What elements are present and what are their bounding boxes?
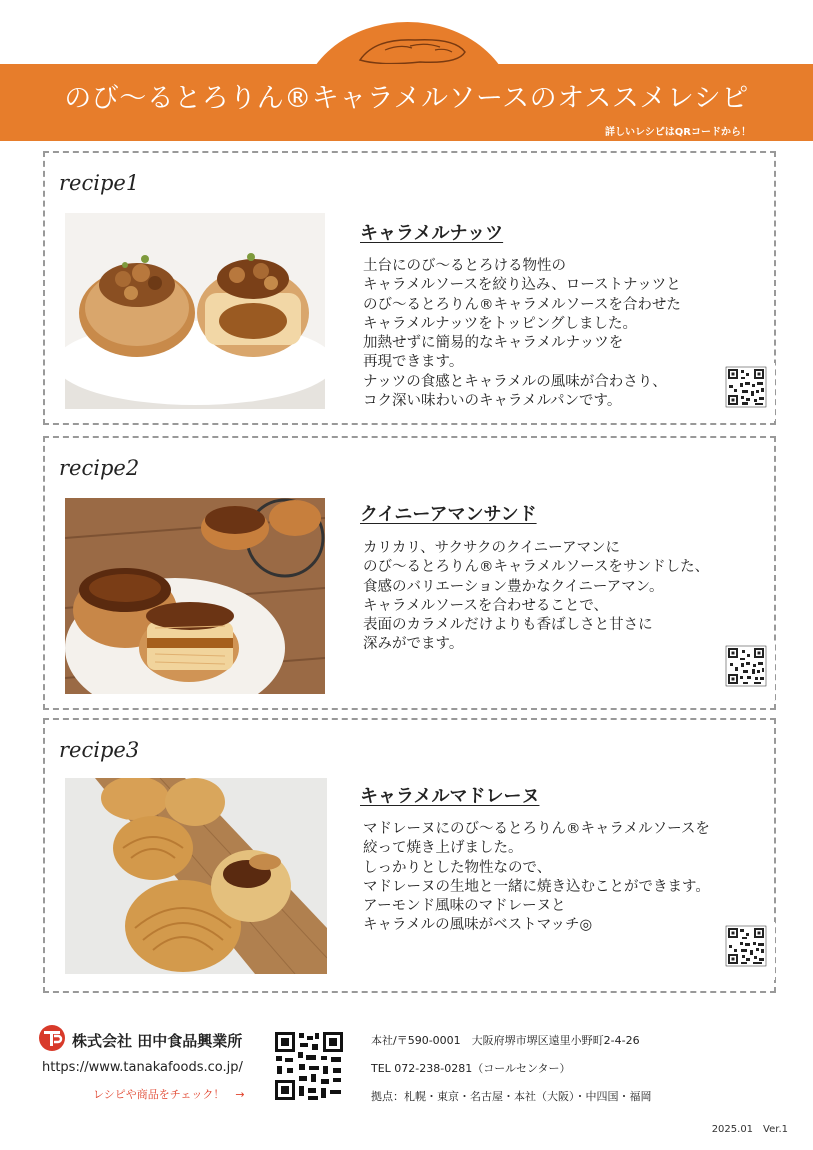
header-note: 詳しいレシピはQRコードから！: [605, 127, 751, 138]
company-url-link[interactable]: https://www.tanakafoods.co.jp/: [42, 1060, 243, 1075]
recipe-card-2: [43, 436, 776, 710]
recipe-title: キャラメルマドレーヌ: [360, 786, 540, 807]
company-bases: 拠点：札幌・東京・名古屋・本社（大阪）・中四国・福岡: [371, 1090, 652, 1103]
company-tel: TEL 072-238-0281（コールセンター）: [371, 1062, 571, 1075]
recipe-title: クイニーアマンサンド: [360, 504, 537, 525]
recipe-description: マドレーヌにのび～るとろりん®キャラメルソースを 絞って焼き上げました。 しっかりとした物性なので、 マドレーヌの生地と一緒に焼き込むことができます。 アーモンド風味のマドレーヌと キャラメルの風味がベストマッチ◎: [363, 821, 710, 934]
kouign-amann-photo: [65, 498, 325, 694]
recipe-label: recipe2: [59, 456, 140, 480]
recipe-qr-code[interactable]: [717, 363, 775, 421]
recipe-card-3: [43, 718, 776, 993]
recipe-qr-code[interactable]: [717, 642, 775, 700]
check-recipes-link[interactable]: レシピや商品をチェック！ →: [93, 1088, 245, 1101]
company-logo-icon: [38, 1024, 66, 1052]
recipe-label: recipe3: [59, 738, 140, 762]
recipe-label: recipe1: [59, 171, 140, 195]
page-title: のび～るとろりん®キャラメルソースのオススメレシピ: [64, 83, 749, 114]
recipe-description: 土台にのび～るとろける物性の キャラメルソースを絞り込み、ローストナッツと のび～るとろりん®キャラメルソースを合わせた キャラメルナッツをトッピングしました。 加熱せずに簡易的なキャラメルナッツを 再現できます。 ナッツの食感とキャラメルの風味が合わさり、 コク深い味わいのキャラメルパンです。: [363, 258, 681, 410]
recipe-card-1: [43, 151, 776, 425]
version-label: 2025.01 Ver.1: [711, 1124, 788, 1135]
company-name: 株式会社 田中食品興業所: [72, 1032, 243, 1050]
company-address: 本社/〒590-0001 大阪府堺市堺区遠里小野町2-4-26: [371, 1034, 640, 1047]
footer-qr-code[interactable]: [273, 1030, 345, 1102]
recipe-title: キャラメルナッツ: [360, 223, 504, 244]
madeleine-photo: [65, 778, 327, 974]
recipe-qr-code[interactable]: [717, 922, 775, 980]
caramel-nut-pastry-photo: [65, 213, 325, 409]
recipe-description: カリカリ、サクサクのクイニーアマンに のび～るとろりん®キャラメルソースをサンドした、 食感のバリエーション豊かなクイニーアマン。 キャラメルソースを合わせることで、 表面のカラメルだけよりも香ばしさと甘さに 深みがでます。: [363, 540, 710, 653]
